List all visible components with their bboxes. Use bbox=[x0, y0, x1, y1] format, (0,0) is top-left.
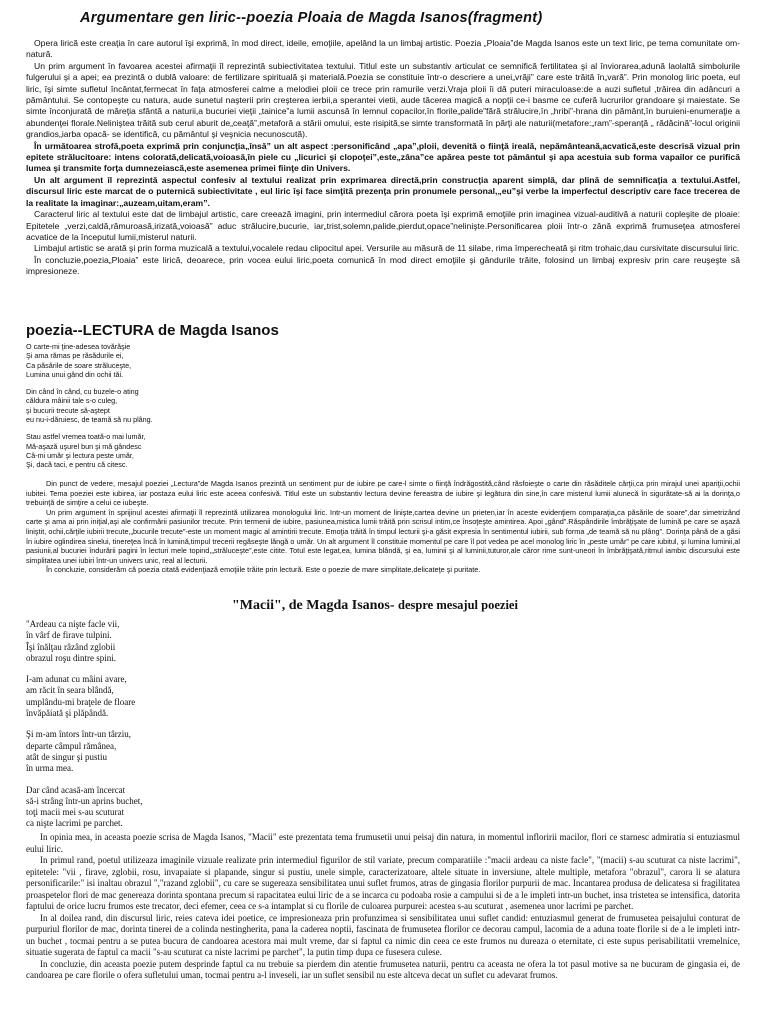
macii-poem bbox=[26, 619, 306, 840]
poem-line: Mă-aşază uşurel bun şi mă gândesc bbox=[26, 441, 142, 451]
poem-line: învăpăiată şi plăpândă. bbox=[26, 708, 109, 719]
poem-line: O carte-mi ţine-adesea tovărăşie bbox=[26, 342, 131, 351]
essay-paragraph: Un prim argument în favoarea acestei afirmaţii îl reprezintă subiectivitatea textului. Titlul este un substantiv articulat ce semnifică fertilitatea şi al înviorarea,adună laolaltă simbolurile fulgerului şi a apei; ea prezintă o dublă valoare: de fertilizare spirituală şi materială.Poezia se constituie într-o descriere a unei„vrăji” care este trăită în„vară”. Prin monolog liric poeta, eul liric, îşi simte sufletul încântat,fermecat în faţa atmosferei calme a melodiei ploii ce trece prin ramurile verzi.Vraja ploii îi dă puteri miraculoase:de a auzi sufletul ,trăirea din adâncuri a pământului. Se contopeşte cu natura, aude sunetul naşterii prin creşterea ierbii,a sperantei vietii, aude tăcerea magică a nopţii ce-i basme ce cuferă lucrurilor grandoare şi maiestate. Se simte înconjurată de măreţia sfântă a naturii,a bucuriei vieţii „tainice”a lumii ascunsă în lemnul copacilor,în florile„palide”fără strălucire,în „hribi”-hrana din pământ,în buruieni-enumeraţie a abundenţei florale.Nelinişteа trăită sub cerul aburit de„ceaţă”,metaforă a stării omului, este risipită,se simte transformată în părţi ale naturii(metafore:„ram”-speranţă „ rădăcină”-locul originii grandios„iarba opacă- se identifică, cu pământul şi veşnicia necunoscută). bbox=[26, 60, 740, 140]
poem-stanza bbox=[26, 619, 306, 664]
ploaia-essay bbox=[26, 38, 740, 278]
poem-line: Lumina unui gând din ochii tăi. bbox=[26, 369, 124, 379]
poem-line: căldura mâinii tale s-o culeg, bbox=[26, 396, 118, 406]
essay-paragraph: In opinia mea, in aceasta poezie scrisa de Magda Isanos, "Macii" este prezentata tema frumusetii unui peisaj din natura, in momentul infloririi macilor, flori ce starnesc admiratia si entuziasmul eului liric. bbox=[26, 832, 740, 854]
poem-line: ca nişte lacrimi pe parchet. bbox=[26, 818, 123, 829]
essay-paragraph: În concluzie, considerăm că poezia citată evidenţiază emoţiile trăite prin lectură. Este o poezie de mare simplitate,delicateţe şi puritate. bbox=[46, 565, 481, 575]
essay-paragraph: In primul rand, poetul utilizeaza imaginile vizuale realizate prin intermediul figurilor de stil variate, precum comparatiile :"macii ardeau ca niste facle", "(macii) s-au scuturat ca niste lacrimi", epitetele: "vii , firave, zglobii, rosu, invapaiate si plapande, singur si pustiu, unele simple, caracterizatoare, altele situate in inversiune, altele multiple, metafora "obrazul", carora li se alatura personificarile:" isi inaltau obrazul ","razand zglobii", cu care se sugereaza sensibilitatea unui suflet frumos, atras de gingasia florilor purpurii de mac. Incantarea produsa de delicatesa si fragilitatea proaspetelor flori de mac genereaza dorinta spontana precum si rapacitatea eului liric de a se incarca cu podoaba rosie a campului si de a le impleti intr-un buchet, insa tristetea se intensifica, datorita faptului de orice lucru frumos este trecator, deci efemer, ceea ce s-a intamplat si cu florile de culoarea purpurei: acestea s-au scuturat , asemenea unor lacrimi pe parchet. bbox=[26, 855, 740, 911]
poem-stanza bbox=[26, 674, 306, 719]
lectura-title: poezia--LECTURA de Magda Isanos bbox=[26, 322, 279, 339]
macii-title-sub: despre mesajul poeziei bbox=[398, 598, 518, 612]
poem-line: Stau astfel vremea toată-o mai lumăr, bbox=[26, 432, 146, 442]
essay-paragraph: În concluzie,poezia„Ploaia” este lirică, deoarece, prin vocea eului liric,poeta comunică în mod direct emoţiile şi gândurile trăite, folosind un limbaj expresiv prin care reuşeşte să impresioneze. bbox=[26, 254, 740, 277]
macii-title bbox=[232, 598, 672, 614]
poem-line: atât de singur şi pustiu bbox=[26, 751, 107, 762]
poem-stanza bbox=[26, 387, 346, 424]
macii-title-main: "Macii", de Magda Isanos- bbox=[232, 598, 395, 613]
essay-paragraph: Un alt argument îl reprezintă aspectul confesiv al textului realizat prin exprimarea directă,prin construcţia aparent simplă, dar plină de semnificaţia a textului.Astfel, discursul liric este marcat de o puternică subiectivitate , eul liric îşi face simţită prezenţa prin pronumele personal,„eu”şi verbe la imperfectul descriptiv care face trecerea de la realitate la imaginar:„auzeam,uitam,eram”. bbox=[26, 174, 740, 208]
essay-paragraph: Din punct de vedere, mesajul poeziei „Lectura”de Magda Isanos prezintă un sentiment pur de iubire pe care-l simte o fiinţă îndrăgostită,când răsfoieşte o carte din răsăditele cărţii,ca prin mirajul unei apariţii,ochii iubitei. Tema poeziei este iubirea, iar postaza eului liric este aceea confesivă. Titlul este un substantiv lectura devine fereastra de iubire şi legătura din sine,în care misterul lumii alunecă în sigurătate-să ai la dorinţa,o trebuinţă de simţire a celui ce iubeşte. bbox=[26, 479, 740, 508]
essay-paragraph: Un prim argument în sprijinul acestei afirmaţii îl reprezintă utilizarea monologului liric. Intr-un moment de linişte,cartea devine un prieten,iar în aceste evidenţiem comparaţia„ca păsările de soare”,dar simetrizând carte şi ama ai prin iniţial,aşi ale confirmării pasiunilor trecute. Prin termenii de iubire, pasiunea,mistica lumii trăită prin scrisul intim,ce însoţeşte amintirea. Apoi „gând”.Răspândirile îmbrăţişate de lumină pe care se aşază liniştit, ochii,cărţile iubirii trecute,„bucurile trecute”-este un moment magic al amintirii trecute. Emoţia trăită în timpul lecturii şi-a găsit expresia în sentimentul iubirii, sub forma „de teamă să nu plâng”. Dorinţa până de a găsi în iubire oglindirea sinelui, tinereţea încă în lumină,timpul trecerii regăseşte lângă o umăr. Un alt argument îl constituie momentul pe care îl pot vedea pe acel monolog liric în „peste umăr” pe care iubitul, şi lumina luminii,al pasiunii,al bucuriei îndurării pagini în lecturi mele topind,„străluceşte”,este citite. Totul este legat,ea, lumina blândă, şi ea, luminii şi al luminii,tuturor,ale căror rime sunt-uneori în îmbrăţişată,ritmul iambic discursului este simplitatea unei iubiri într-un univers unic, real al lecturii. bbox=[26, 507, 740, 565]
lectura-essay bbox=[26, 479, 740, 575]
poem-line: "Ardeau ca nişte facle vii, bbox=[26, 619, 120, 629]
essay-paragraph: In al doilea rand, din discursul liric, reies cateva idei poetice, ce impresioneaza prin profunzimea si sensibilitatea unui suflet candid: entuziasmul generat de frumusetea peisajului conturat de purpuriul florilor de mac, dorinta tinerei de a colinda nestingherita, pana la caderea noptii, fascinata de frumusetea florilor ce decorau campul, lacomia de a aduna toate florile si de a le impleti intr-un buchet , tocmai pentru a se putea bucura de candoarea acestora mai mult vreme, dar si faptul ca nimic din ceea ce este frumos nu dureaza o eternitate, ci este supus perisabilitatii vremelnice, situatie sugerata de faptul ca macii "s-au scuturat ca niste lacrimi pe parchet", la putin timp dupa ce fusesera culese. bbox=[26, 912, 740, 957]
essay-paragraph: In concluzie, din aceasta poezie putem desprinde faptul ca nu trebuie sa pierdem din atentie frumusetea naturii, pentru ca aceasta ne ofera la tot pasul motive sa ne bucuram de gingasia ei, de candoarea pe care florile o ofera sufletului uman, tocmai pentru a-l inveseli, iar un suflet sensibil nu este altceva decat un suflet cu adevarat frumos. bbox=[26, 958, 740, 980]
poem-stanza bbox=[26, 785, 306, 830]
poem-line: umplându-mi braţele de floare bbox=[26, 696, 136, 707]
poem-line: în urma mea. bbox=[26, 763, 74, 774]
poem-line: Şi, dacă taci, e pentru că citesc. bbox=[26, 460, 128, 470]
essay-paragraph: Caracterul liric al textului este dat de limbajul artistic, care creează imagini, prin intermediul cărora poeta îşi exprimă emoţiile prin imaginea vizual-auditivă a naturii copleşite de ploaie: Epitetele „verzi,caldă,rămuroasă,irizată„voioasă” aduc strălucire,bucurie, iar„trist,solemn,palide,pierdut,opace”nelinişte.Personificarea ploii într-o zână exprimă frumuseţea atmosferei acvatice de la începutul lumii,misterul naturii. bbox=[26, 209, 740, 242]
poem-line: departe câmpul rămânea, bbox=[26, 740, 117, 751]
poem-line: Câ-mi umăr şi lectura peste umăr, bbox=[26, 450, 134, 460]
poem-line: Ca păsările de soare străluceşte, bbox=[26, 360, 132, 370]
poem-line: Dar când acasă-am încercat bbox=[26, 784, 126, 795]
poem-line: I-am adunat cu mâini avare, bbox=[26, 674, 127, 685]
page-title: Argumentare gen liric--poezia Ploaia de Magda Isanos(fragment) bbox=[80, 10, 543, 26]
poem-stanza bbox=[26, 342, 346, 379]
essay-paragraph: Opera lirică este creaţia în care autorul îşi exprimă, în mod direct, ideile, emoţiile, apelând la un limbaj artistic. Poezia „Ploaia”de Magda Isanos este un text liric, pe tema comunitate om-natură. bbox=[26, 38, 740, 60]
poem-line: şi bucurii trecute să-aştept bbox=[26, 405, 110, 415]
poem-line: în vârf de firave tulpini. bbox=[26, 630, 112, 641]
poem-line: Şi ama rămas pe răsădurile ei, bbox=[26, 351, 124, 361]
poem-line: Îşi înălţau râzând zglobii bbox=[26, 641, 116, 652]
poem-line: Din când în când, cu buzele-o ating bbox=[26, 387, 139, 397]
essay-paragraph: În următoarea strofă,poeta exprimă prin conjuncţia„însă” un alt aspect :personificând „apa”,ploii, devenită o fiinţă ireală, nepământeană,acvatică,este descrisă vizual prin epitete strălucitoare: intens colorată,delicată,voioasă,în piele cu „licurici şi clopoţei”,este„zâna”ce apărea peste tot pământul şi apa acestuia sub forma vapailor ce purifică lumea şi transmite forţa dumnezeiască,este asemenea primei fiinţe din Univers. bbox=[26, 140, 740, 174]
poem-line: să-i strâng într-un aprins buchet, bbox=[26, 795, 143, 806]
poem-line: am răcit în seara blândă, bbox=[26, 685, 114, 696]
essay-paragraph: Limbajul artistic se arată şi prin forma muzicală a textului,vocalele redau clipocitul apei. Versurile au măsură de 11 silabe, rima împerecheată şi ritm trohaic,dau cursivitate discursului liric. bbox=[34, 243, 740, 254]
poem-stanza bbox=[26, 432, 346, 469]
poem-line: toţi macii mei s-au scuturat bbox=[26, 807, 124, 818]
poem-line: Şi m-am întors într-un târziu, bbox=[26, 729, 132, 740]
macii-essay bbox=[26, 832, 740, 982]
poem-line: eu nu-i-dăruiesc, de teamă să nu plâng. bbox=[26, 415, 153, 425]
poem-stanza bbox=[26, 729, 306, 774]
poem-line: obrazul roşu dintre spini. bbox=[26, 652, 116, 663]
lectura-poem bbox=[26, 342, 346, 478]
